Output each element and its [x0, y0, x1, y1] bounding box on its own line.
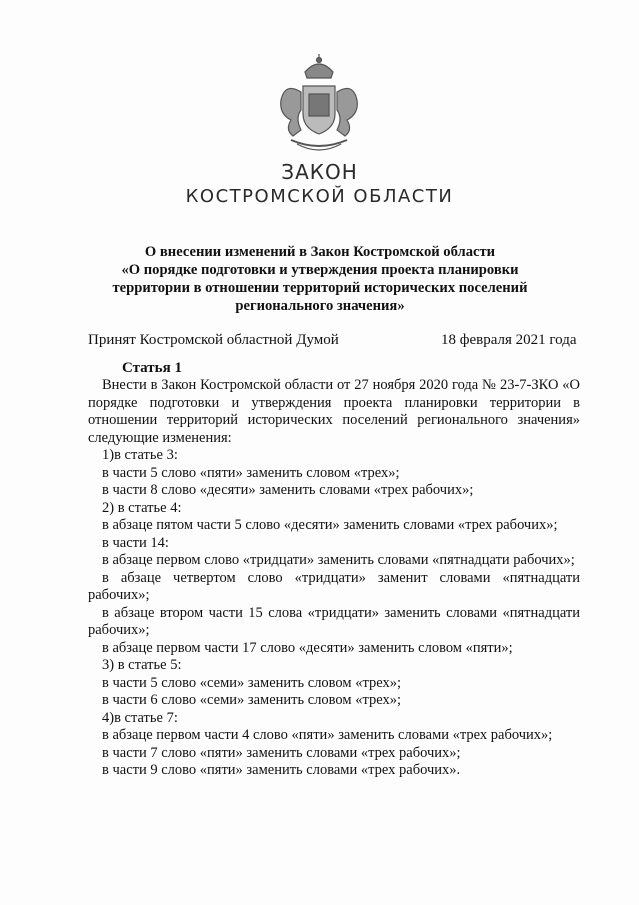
- paragraph: в абзаце втором части 15 слова «тридцати» заменить словами «пятнадцати рабочих»;: [88, 604, 580, 638]
- paragraph: в части 5 слово «пяти» заменить словом «трех»;: [102, 464, 400, 481]
- paragraph: в абзаце первом части 17 слово «десяти» заменить словом «пяти»;: [102, 639, 513, 656]
- paragraph: в части 7 слово «пяти» заменить словами «трех рабочих»;: [102, 744, 461, 761]
- paragraph: 2) в статье 4:: [102, 499, 182, 516]
- adopted-date: 18 февраля 2021 года: [441, 332, 577, 348]
- paragraph: в части 5 слово «семи» заменить словом «трех»;: [102, 674, 401, 691]
- paragraph: в абзаце первом слово «тридцати» заменить словами «пятнадцати рабочих»;: [102, 552, 575, 568]
- paragraph: в части 9 слово «пяти» заменить словами «трех рабочих».: [102, 762, 461, 778]
- law-title: ЗАКОН: [281, 160, 358, 184]
- heading-line: О внесении изменений в Закон Костромской области: [144, 244, 496, 260]
- paragraph: в части 8 слово «десяти» заменить словами «трех рабочих»;: [102, 482, 474, 498]
- heading-line: территории в отношении территорий исторических поселений: [112, 280, 528, 296]
- paragraph: 3) в статье 5:: [102, 657, 182, 673]
- paragraph: в части 6 слово «семи» заменить словом «трех»;: [102, 692, 401, 708]
- adopted-by: Принят Костромской областной Думой: [88, 332, 339, 348]
- paragraph: 1)в статье 3:: [102, 447, 178, 463]
- paragraph: в абзаце четвертом слово «тридцати» заменит словами «пятнадцати рабочих»;: [88, 569, 580, 603]
- article-body: [88, 377, 580, 780]
- paragraph: в абзаце первом части 4 слово «пяти» заменить словами «трех рабочих»;: [102, 727, 553, 743]
- paragraph: в части 14:: [102, 534, 169, 551]
- law-region: КОСТРОМСКОЙ ОБЛАСТИ: [185, 186, 454, 207]
- coat-of-arms-icon: [271, 52, 367, 158]
- paragraph: 4)в статье 7:: [102, 709, 178, 726]
- heading-line: «О порядке подготовки и утверждения проекта планировки: [121, 262, 519, 278]
- paragraph: Внести в Закон Костромской области от 27 ноября 2020 года № 23-7-ЗКО «О порядке подготовки и утверждения проекта планировки территории в отношении территорий исторических поселений регионального значения» следующие изменения:: [88, 377, 580, 446]
- law-heading: [90, 243, 550, 315]
- heading-line: регионального значения»: [235, 298, 405, 314]
- paragraph: в абзаце пятом части 5 слово «десяти» заменить словами «трех рабочих»;: [102, 517, 558, 533]
- article-title: Статья 1: [122, 360, 182, 376]
